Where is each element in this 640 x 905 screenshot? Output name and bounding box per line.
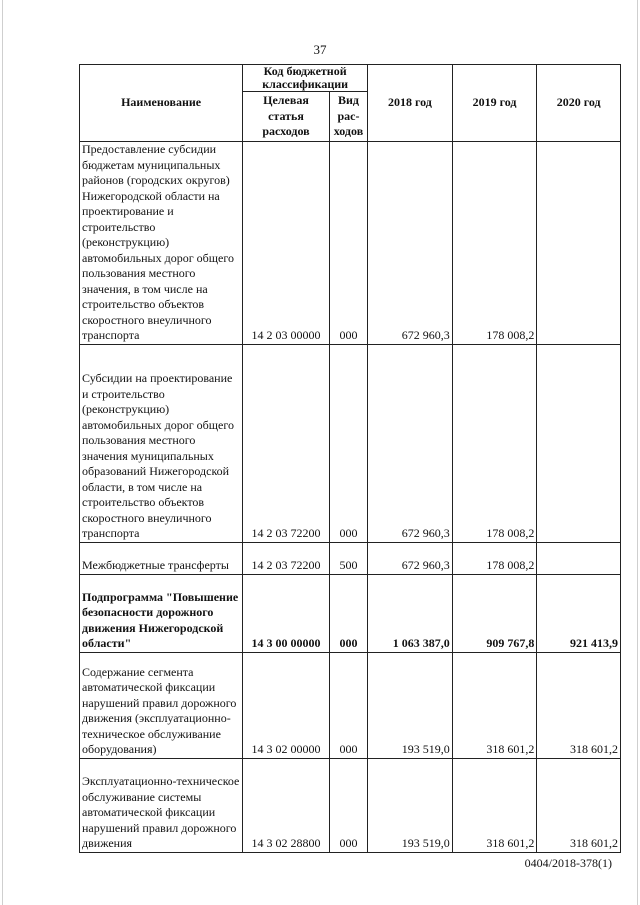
scan-edge-right (637, 0, 638, 905)
row-2019: 178 008,2 (452, 542, 537, 574)
row-name: Межбюджетные трансферты (80, 542, 243, 574)
row-name: Содержание сегмента автоматической фиксации нарушений правил дорожного движения (эксплуатационно-техническое обслуживание оборудования) (80, 652, 243, 758)
row-2018: 672 960,3 (368, 344, 453, 542)
header-target-article: Целевая статья расходов (243, 92, 330, 142)
budget-table (79, 64, 621, 853)
header-2019: 2019 год (452, 65, 537, 142)
row-code: 14 3 02 28800 (243, 758, 330, 852)
row-2020 (537, 542, 621, 574)
scan-edge-left (2, 0, 3, 905)
row-2020: 318 601,2 (537, 652, 621, 758)
table-row (80, 652, 621, 758)
row-name: Эксплуатационно-техническое обслуживание системы автоматической фиксации нарушений правил дорожного движения (80, 758, 243, 852)
document-code: 0404/2018-378(1) (524, 856, 612, 870)
row-2018: 1 063 387,0 (368, 574, 453, 652)
row-2019: 318 601,2 (452, 758, 537, 852)
header-2020: 2020 год (537, 65, 621, 142)
row-type: 000 (329, 574, 367, 652)
page-number: 37 (313, 42, 327, 57)
table-row (80, 344, 621, 542)
row-code: 14 3 00 00000 (243, 574, 330, 652)
header-expense-type: Вид рас-ходов (329, 92, 367, 142)
header-code-group: Код бюджетной классификации (243, 65, 368, 92)
row-code: 14 3 02 00000 (243, 652, 330, 758)
row-2018: 672 960,3 (368, 542, 453, 574)
row-2020: 318 601,2 (537, 758, 621, 852)
row-2020: 921 413,9 (537, 574, 621, 652)
row-code: 14 2 03 72200 (243, 542, 330, 574)
row-2019: 909 767,8 (452, 574, 537, 652)
row-code: 14 2 03 00000 (243, 142, 330, 345)
table-row (80, 758, 621, 852)
table-row-subprogram (80, 574, 621, 652)
header-2018: 2018 год (368, 65, 453, 142)
table-row (80, 142, 621, 345)
row-name: Подпрограмма "Повышение безопасности дорожного движения Нижегородской области" (80, 574, 243, 652)
header-name: Наименование (80, 65, 243, 142)
table-row (80, 542, 621, 574)
row-type: 000 (329, 142, 367, 345)
row-2020 (537, 142, 621, 345)
row-2019: 318 601,2 (452, 652, 537, 758)
row-2018: 193 519,0 (368, 758, 453, 852)
row-code: 14 2 03 72200 (243, 344, 330, 542)
row-name: Субсидии на проектирование и строительство (реконструкцию) автомобильных дорог общего пользования местного значения муниципальных образований Нижегородской области, в том числе на строительство объектов скоростного внеуличного транспорта (80, 344, 243, 542)
row-2020 (537, 344, 621, 542)
row-type: 500 (329, 542, 367, 574)
row-type: 000 (329, 652, 367, 758)
row-2019: 178 008,2 (452, 344, 537, 542)
row-name: Предоставление субсидии бюджетам муниципальных районов (городских округов) Нижегородской области на проектирование и строительство (реконструкцию) автомобильных дорог общего пользования местного значения, в том числе на строительство объектов скоростного внеуличного транспорта (80, 142, 243, 345)
row-type: 000 (329, 344, 367, 542)
row-2018: 672 960,3 (368, 142, 453, 345)
row-2019: 178 008,2 (452, 142, 537, 345)
row-2018: 193 519,0 (368, 652, 453, 758)
row-type: 000 (329, 758, 367, 852)
